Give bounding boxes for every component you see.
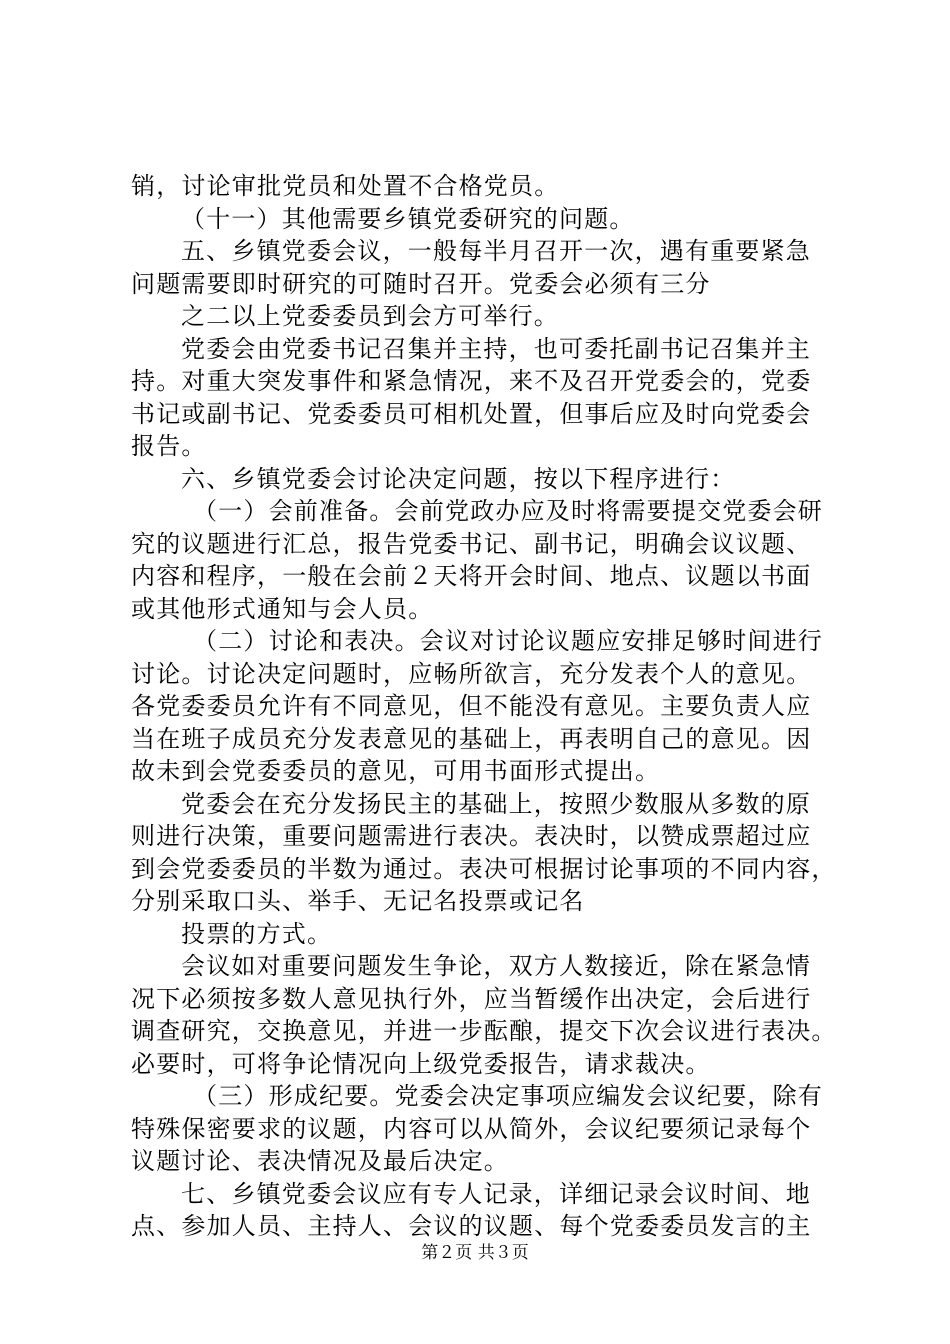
text-line: 报告。 xyxy=(131,432,207,460)
text-line: 到会党委委员的半数为通过。表决可根据讨论事项的不同内容， xyxy=(131,854,837,883)
text-line: 究的议题进行汇总，报告党委书记、副书记，明确会议议题、 xyxy=(131,529,812,558)
text-line: 之二以上党委委员到会方可举行。 xyxy=(181,302,559,330)
text-line: 况下必须按多数人意见执行外，应当暂缓作出决定，会后进行 xyxy=(131,984,812,1013)
text-line: 或其他形式通知与会人员。 xyxy=(131,594,434,623)
text-line: 持。对重大突发事件和紧急情况，来不及召开党委会的，党委 xyxy=(131,367,812,395)
text-line: 特殊保密要求的议题，内容可以从简外，会议纪要须记录每个 xyxy=(131,1114,812,1143)
text-line: 故未到会党委委员的意见，可用书面形式提出。 xyxy=(131,757,661,785)
text-line: 问题需要即时研究的可随时召开。党委会必须有三分 xyxy=(131,269,711,298)
text-line: 内容和程序，一般在会前２天将开会时间、地点、议题以书面 xyxy=(131,562,812,590)
text-line: 书记或副书记、党委委员可相机处置，但事后应及时向党委会 xyxy=(131,399,812,428)
text-line: 必要时，可将争论情况向上级党委报告，请求裁决。 xyxy=(131,1049,711,1078)
text-line: 则进行决策，重要问题需进行表决。表决时，以赞成票超过应 xyxy=(131,822,812,850)
text-line: 点、参加人员、主持人、会议的议题、每个党委委员发言的主 xyxy=(131,1212,812,1240)
text-line: 七、乡镇党委会议应有专人记录，详细记录会议时间、地 xyxy=(181,1179,811,1208)
text-line: 讨论。讨论决定问题时，应畅所欲言，充分发表个人的意见。 xyxy=(131,659,812,688)
page-footer xyxy=(0,1242,950,1264)
text-line: 分别采取口头、举手、无记名投票或记名 xyxy=(131,887,585,915)
text-line: 会议如对重要问题发生争论，双方人数接近，除在紧急情 xyxy=(181,952,811,980)
text-line: 销，讨论审批党员和处置不合格党员。 xyxy=(131,172,560,200)
text-line: 调查研究，交换意见，并进一步酝酿，提交下次会议进行表决。 xyxy=(131,1017,837,1045)
text-line: 党委会由党委书记召集并主持，也可委托副书记召集并主 xyxy=(181,334,811,363)
text-line: 各党委委员允许有不同意见，但不能没有意见。主要负责人应 xyxy=(131,692,812,720)
text-line: （十一）其他需要乡镇党委研究的问题。 xyxy=(181,204,635,233)
text-line: 议题讨论、表决情况及最后决定。 xyxy=(131,1147,509,1175)
text-line: 投票的方式。 xyxy=(181,919,333,948)
text-line: （三）形成纪要。党委会决定事项应编发会议纪要，除有 xyxy=(193,1082,823,1110)
text-line: 六、乡镇党委会讨论决定问题，按以下程序进行： xyxy=(181,464,736,493)
document-body xyxy=(131,170,837,1243)
text-line: 当在班子成员充分发表意见的基础上，再表明自己的意见。因 xyxy=(131,724,812,753)
text-line: 五、乡镇党委会议，一般每半月召开一次，遇有重要紧急 xyxy=(181,237,811,265)
page-number-label: 第２页 共３页 xyxy=(421,1243,529,1263)
text-line: 党委会在充分发扬民主的基础上，按照少数服从多数的原 xyxy=(181,789,811,818)
text-line: （一）会前准备。会前党政办应及时将需要提交党委会研 xyxy=(193,497,823,525)
text-line: （二）讨论和表决。会议对讨论议题应安排足够时间进行 xyxy=(193,627,823,655)
